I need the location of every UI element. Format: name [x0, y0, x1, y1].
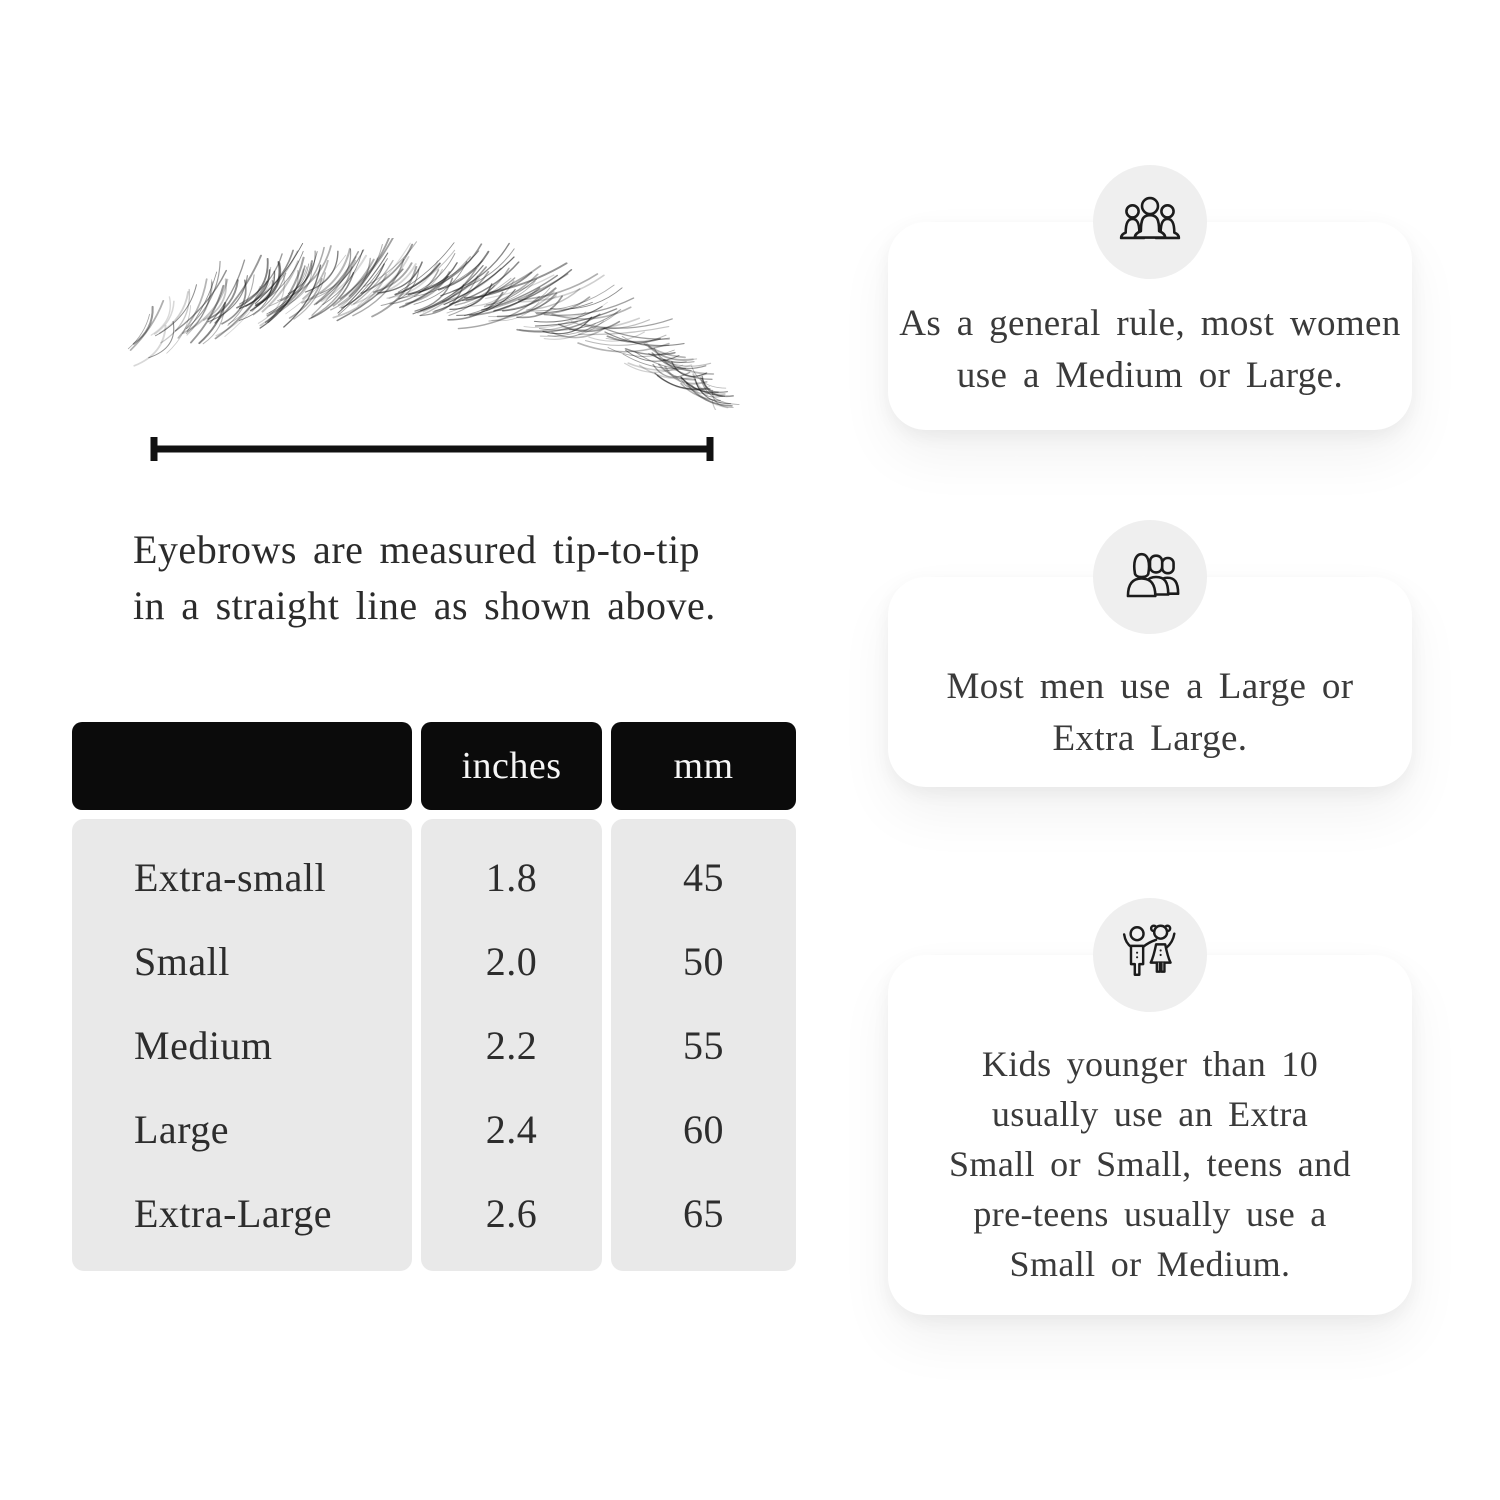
size-label-column: [72, 819, 412, 1271]
table-body: [72, 819, 796, 1271]
inches-value-cell: 1.8: [485, 854, 538, 900]
header-cell-size: [72, 722, 412, 810]
card-text-line: Small or Small, teens and: [949, 1144, 1351, 1184]
info-card-men: [888, 577, 1412, 787]
mm-column: [611, 819, 796, 1271]
header-cell-mm: mm: [611, 722, 796, 810]
header-cell-inches: inches: [421, 722, 602, 810]
mm-value-cell: 65: [683, 1190, 724, 1236]
card-text-line: As a general rule, most women: [899, 303, 1401, 344]
card-text: [888, 577, 1412, 787]
size-table: [72, 722, 796, 1271]
inches-value-cell: 2.2: [485, 1022, 538, 1068]
inches-column: [421, 819, 602, 1271]
card-text-line: pre-teens usually use a: [973, 1194, 1327, 1234]
card-text-line: Kids younger than 10: [981, 1044, 1319, 1084]
card-text: [888, 955, 1412, 1315]
mm-value-cell: 55: [683, 1022, 724, 1068]
card-text-line: use a Medium or Large.: [956, 355, 1344, 396]
mm-value-cell: 50: [683, 938, 724, 984]
mm-value-cell: 60: [683, 1106, 724, 1152]
info-card-women: [888, 222, 1412, 430]
card-text-line: Most men use a Large or: [946, 666, 1354, 707]
eyebrow-drawing: [118, 238, 748, 410]
caption-line: Eyebrows are measured tip-to-tip: [133, 527, 701, 572]
measurement-line: [150, 434, 714, 464]
caption-line: in a straight line as shown above.: [133, 583, 716, 628]
eyebrow-illustration: [118, 238, 748, 410]
inches-value-cell: 2.0: [485, 938, 538, 984]
card-text-line: Extra Large.: [1052, 718, 1248, 759]
card-text-line: Small or Medium.: [1009, 1244, 1291, 1284]
table-header-row: [72, 722, 796, 810]
inches-value-cell: 2.6: [485, 1190, 538, 1236]
card-text: [888, 222, 1412, 430]
size-label-cell: Extra-small: [134, 854, 327, 900]
mm-value-cell: 45: [683, 854, 724, 900]
size-label-cell: Small: [134, 938, 230, 984]
size-label-cell: Medium: [134, 1022, 273, 1068]
card-text-line: usually use an Extra: [991, 1094, 1309, 1134]
inches-value-cell: 2.4: [485, 1106, 538, 1152]
figure-caption: [133, 522, 745, 634]
info-card-kids: [888, 955, 1412, 1315]
size-label-cell: Extra-Large: [134, 1190, 332, 1236]
size-label-cell: Large: [134, 1106, 230, 1152]
